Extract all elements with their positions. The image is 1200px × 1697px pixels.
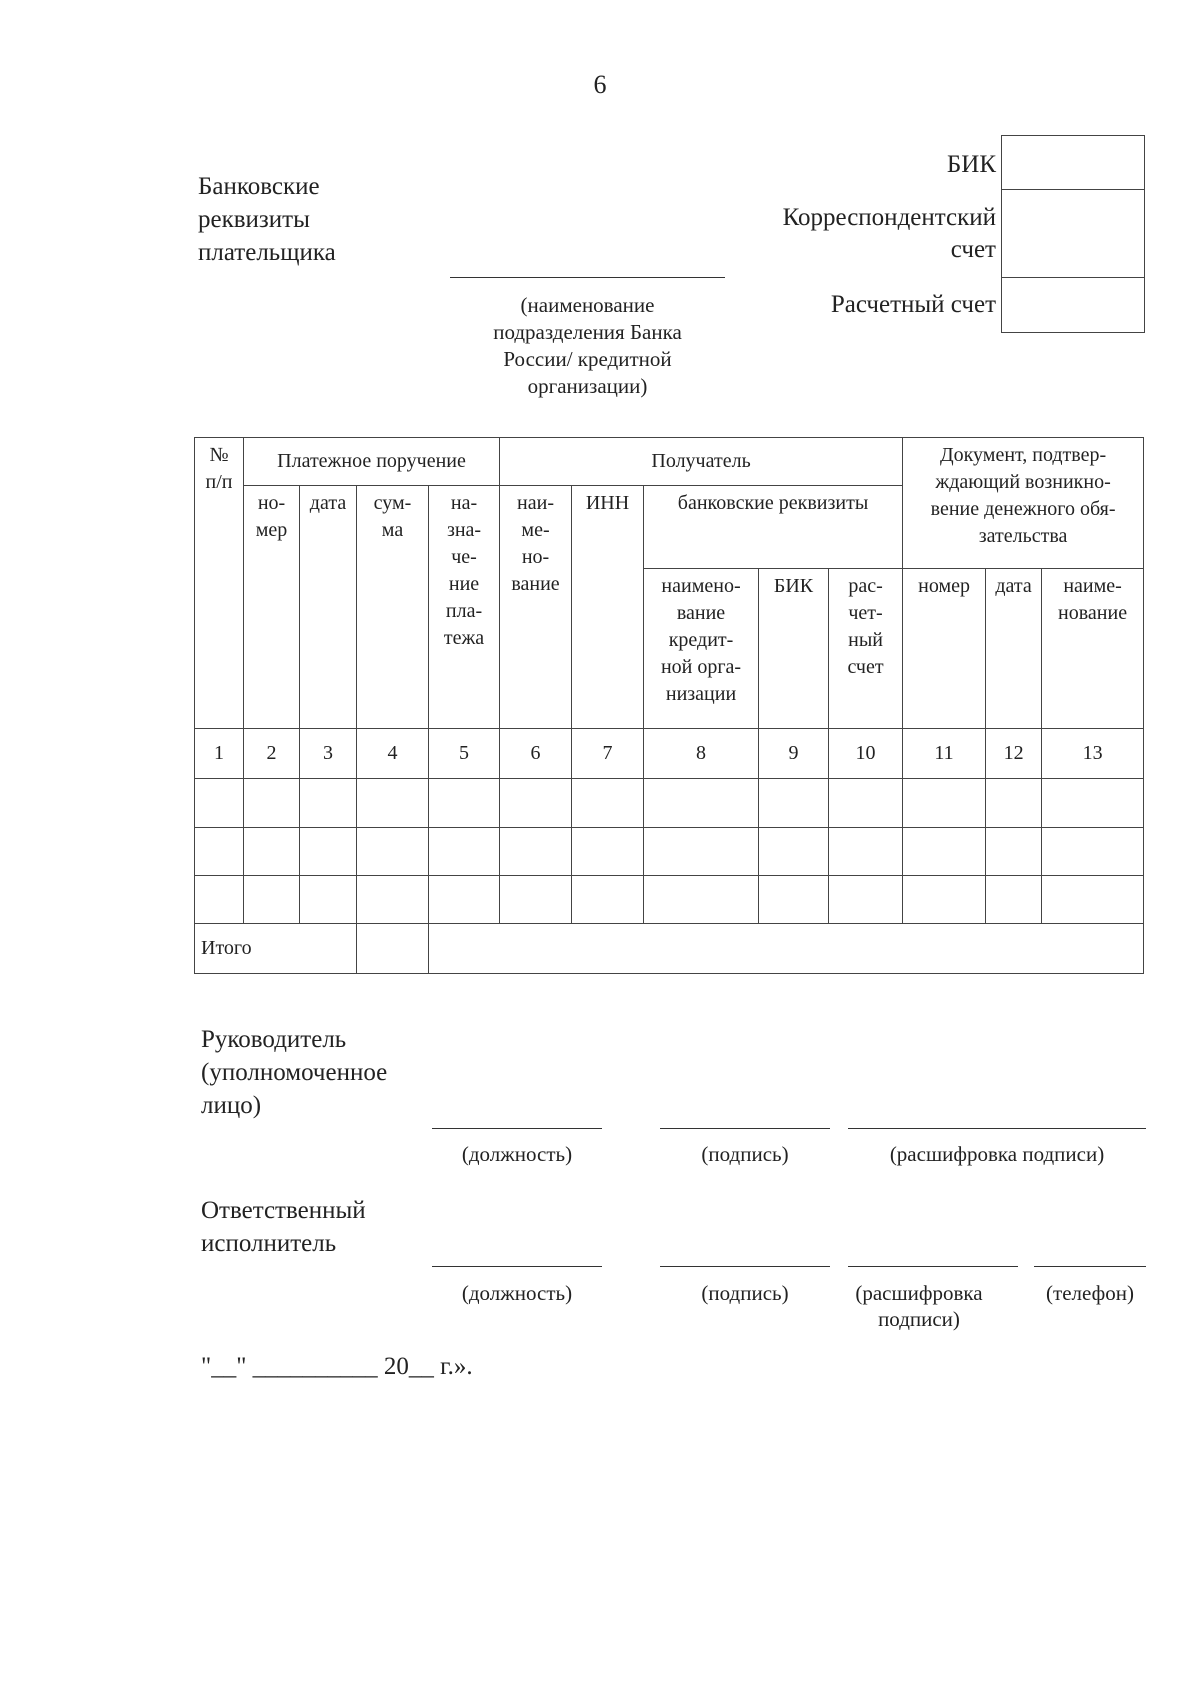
column-number: 9	[759, 729, 829, 779]
column-number: 4	[357, 729, 429, 779]
header-line: Документ, подтвер-	[939, 444, 1107, 466]
head-signature-line[interactable]	[660, 1128, 830, 1129]
head-label-line: (уполномоченное	[201, 1059, 388, 1086]
header-line: наимено-	[661, 575, 741, 597]
corr-label-line: счет	[950, 236, 996, 263]
recipient-name-header	[500, 486, 572, 729]
po-number-header	[244, 486, 300, 729]
header-line: ждающий возникно-	[935, 471, 1111, 493]
head-position-line[interactable]	[432, 1128, 602, 1129]
doc-name-header	[1042, 569, 1144, 729]
table-cell[interactable]	[244, 828, 300, 876]
table-cell[interactable]	[644, 828, 759, 876]
header-line: №	[209, 444, 229, 466]
table-cell[interactable]	[986, 876, 1042, 924]
table-cell[interactable]	[759, 779, 829, 828]
bank-name-caption	[450, 292, 725, 400]
table-cell[interactable]	[1042, 876, 1144, 924]
column-number: 8	[644, 729, 759, 779]
header-line: вание	[676, 602, 726, 624]
table-cell[interactable]	[244, 779, 300, 828]
executor-label-line: Ответственный	[201, 1197, 366, 1224]
header-line: ной орга-	[660, 656, 742, 678]
head-name-caption: (расшифровка подписи)	[889, 1142, 1105, 1166]
table-cell[interactable]	[1042, 779, 1144, 828]
po-date-header: дата	[300, 486, 357, 729]
payer-label-line: Банковские	[198, 173, 320, 200]
header-line: зна-	[446, 519, 482, 541]
table-cell[interactable]	[759, 828, 829, 876]
payer-label-line: плательщика	[198, 239, 336, 266]
table-cell[interactable]	[195, 876, 244, 924]
column-number: 10	[829, 729, 903, 779]
total-sum-cell[interactable]	[357, 924, 429, 974]
table-cell[interactable]	[500, 779, 572, 828]
column-number: 13	[1042, 729, 1144, 779]
recipient-inn-header: ИНН	[572, 486, 644, 729]
table-cell[interactable]	[903, 779, 986, 828]
header-line: но-	[257, 492, 286, 514]
executor-signature-caption: (подпись)	[701, 1281, 789, 1305]
payer-requisites-label	[198, 170, 336, 269]
corr-label-line: Корреспондентский	[782, 204, 996, 231]
head-label-line: Руководитель	[201, 1026, 347, 1053]
header-line: мер	[255, 519, 288, 541]
bik-label: БИК	[946, 151, 996, 178]
table-cell[interactable]	[300, 876, 357, 924]
column-number: 6	[500, 729, 572, 779]
payer-label-line: реквизиты	[198, 206, 310, 233]
payment-order-header: Платежное поручение	[244, 438, 500, 486]
table-cell[interactable]	[300, 828, 357, 876]
head-label	[201, 1023, 387, 1122]
header-line: на-	[450, 492, 478, 514]
header-line: нование	[1058, 602, 1128, 624]
bik-field[interactable]	[1002, 136, 1144, 190]
column-number: 3	[300, 729, 357, 779]
table-cell[interactable]	[195, 828, 244, 876]
table-cell[interactable]	[829, 876, 903, 924]
executor-name-caption: (расшифровка подписи)	[855, 1281, 983, 1331]
col-number-header	[195, 438, 244, 729]
settlement-account-field[interactable]	[1002, 278, 1144, 332]
bank-caption-line: подразделения Банка	[493, 320, 682, 344]
head-name-line[interactable]	[848, 1128, 1146, 1129]
header-line: ма	[381, 519, 404, 541]
table-cell[interactable]	[572, 876, 644, 924]
table-cell[interactable]	[429, 828, 500, 876]
column-number: 11	[903, 729, 986, 779]
table-cell[interactable]	[1042, 828, 1144, 876]
header-line: кредит-	[668, 629, 734, 651]
column-number: 12	[986, 729, 1042, 779]
header-line: ный	[848, 629, 883, 651]
header-line: но-	[521, 546, 550, 568]
po-sum-header	[357, 486, 429, 729]
total-label: Итого	[195, 924, 357, 974]
table-cell[interactable]	[429, 876, 500, 924]
table-cell[interactable]	[644, 876, 759, 924]
bank-caption-line: организации)	[527, 374, 648, 398]
table-cell[interactable]	[829, 779, 903, 828]
executor-signature-line[interactable]	[660, 1266, 830, 1267]
table-cell[interactable]	[644, 779, 759, 828]
executor-label-line: исполнитель	[201, 1230, 337, 1257]
bank-caption-line: России/ кредитной	[503, 347, 672, 371]
table-row	[195, 876, 1144, 924]
recipient-header: Получатель	[500, 438, 903, 486]
header-line: наи-	[517, 492, 554, 514]
bank-caption-line: (наименование	[520, 293, 655, 317]
page-number: 6	[593, 70, 607, 99]
po-purpose-header	[429, 486, 500, 729]
table-cell[interactable]	[357, 779, 429, 828]
header-line: ме-	[521, 519, 550, 541]
header-line: пла-	[445, 600, 483, 622]
column-number: 1	[195, 729, 244, 779]
table-cell[interactable]	[986, 828, 1042, 876]
table-cell[interactable]	[572, 779, 644, 828]
header-line: тежа	[443, 627, 485, 649]
executor-phone-line[interactable]	[1034, 1266, 1146, 1267]
table-cell[interactable]	[903, 828, 986, 876]
table-cell[interactable]	[244, 876, 300, 924]
table-cell[interactable]	[986, 779, 1042, 828]
header-line: чет-	[848, 602, 883, 624]
header-line: счет	[847, 656, 884, 678]
table-cell[interactable]	[829, 828, 903, 876]
date-line: "__" __________ 20__ г.».	[201, 1353, 473, 1380]
table-cell[interactable]	[572, 828, 644, 876]
header-line: вение денежного обя-	[930, 498, 1116, 520]
header-line: сум-	[373, 492, 412, 514]
table-cell[interactable]	[500, 876, 572, 924]
header-line: че-	[451, 546, 477, 568]
bank-name-header	[644, 569, 759, 729]
requisites-box	[1001, 135, 1145, 333]
table-row	[195, 779, 1144, 828]
document-header	[903, 438, 1144, 569]
table-cell[interactable]	[357, 876, 429, 924]
doc-date-header: дата	[986, 569, 1042, 729]
column-numbers-row	[195, 729, 1144, 779]
doc-number-header: номер	[903, 569, 986, 729]
corr-account-field[interactable]	[1002, 190, 1144, 278]
table-cell[interactable]	[903, 876, 986, 924]
settlement-account-label: Расчетный счет	[830, 291, 996, 318]
executor-name-line[interactable]	[848, 1266, 1018, 1267]
table-cell[interactable]	[195, 779, 244, 828]
head-position-caption: (должность)	[461, 1142, 573, 1166]
head-label-line: лицо)	[201, 1092, 262, 1119]
header-line: рас-	[848, 575, 883, 597]
table-cell[interactable]	[759, 876, 829, 924]
header-line: п/п	[205, 471, 233, 493]
table-row	[195, 828, 1144, 876]
table-cell[interactable]	[300, 779, 357, 828]
header-line: вание	[511, 573, 560, 595]
executor-position-line[interactable]	[432, 1266, 602, 1267]
header-line: зательства	[978, 525, 1068, 547]
bank-name-line[interactable]	[450, 277, 725, 278]
head-signature-caption: (подпись)	[701, 1142, 789, 1166]
executor-label	[201, 1194, 366, 1260]
bank-bik-header: БИК	[759, 569, 829, 729]
table-cell[interactable]	[357, 828, 429, 876]
column-number: 2	[244, 729, 300, 779]
total-row	[195, 924, 1144, 974]
corr-account-label	[783, 202, 996, 266]
bank-account-header	[829, 569, 903, 729]
table-cell[interactable]	[500, 828, 572, 876]
total-rest-cell	[429, 924, 1144, 974]
executor-position-caption: (должность)	[461, 1281, 573, 1305]
header-line: низации	[665, 683, 737, 705]
recipient-bank-header: банковские реквизиты	[644, 486, 903, 569]
payments-table	[194, 437, 1144, 974]
column-number: 5	[429, 729, 500, 779]
column-number: 7	[572, 729, 644, 779]
table-cell[interactable]	[429, 779, 500, 828]
header-line: наиме-	[1063, 575, 1122, 597]
executor-phone-caption: (телефон)	[1046, 1281, 1134, 1305]
header-line: ние	[448, 573, 480, 595]
